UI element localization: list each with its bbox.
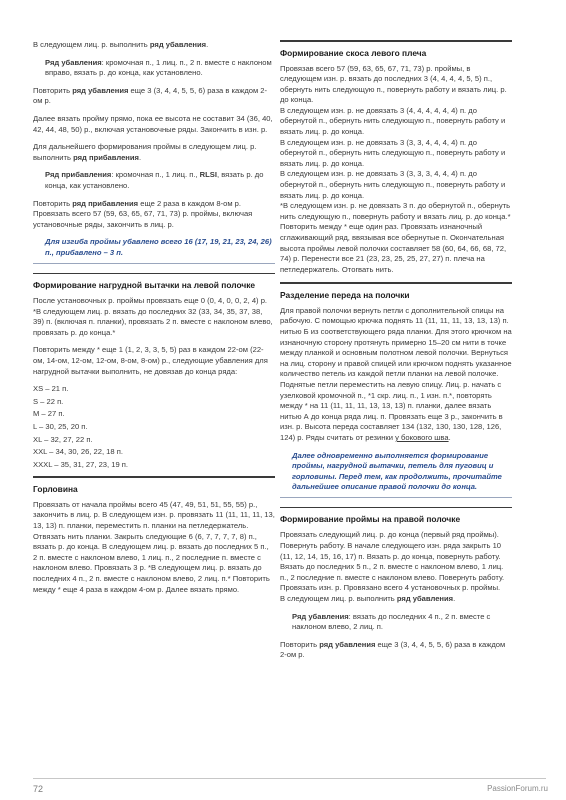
paragraph: Провязать от начала проймы всего 45 (47, 49, 51, 51, 55, 55) р., закончить в лиц. р. В следующем изн. р. провязать 11 (11, 11, 11, 13, 13, 13) п. планки, переместить п. планки на петледержатель. Отвязать нить планки. Закрыть следующие 6 (6, 7, 7, 7, 7, 8) п., вязать р. до конца. В следующем лиц. р. вязать до последних 5 п., 2 п. вместе с наклоном влево, 1 лиц. п., 2 последние п. вместе с наклоном влево. Провязать 3 р. *В следующем лиц. р. вязать до последних 4 п., 2 п. вместе с наклоном влево, 2 лиц. п.* Повторить между * еще 4 раза в каждом 4-ом р. Далее вязать прямо. <box>33 499 275 594</box>
paragraph: Повторить ряд прибавления еще 2 раза в каждом 8-ом р. Провязать всего 57 (59, 63, 65, 67, 71, 73) р. проймы, включая установочные ряды, закончить в лиц. р. <box>33 198 253 229</box>
section-divider <box>33 476 275 478</box>
section-heading-bust-dart: Формирование нагрудной вытачки на левой полочке <box>33 280 256 290</box>
size-item: M – 27 п. <box>33 409 65 419</box>
increase-row-definition: Ряд прибавления: кромочная п., 1 лиц. п., RLSI, вязать р. до конца, как установлено. <box>45 170 264 190</box>
section-divider <box>280 282 512 284</box>
paragraph: *В следующем изн. р. не довязать 3 п. до обернутой п., обернуть нить следующую п., повернуть работу и вязать лиц. р. до конца.* Повторить между * еще один раз. Провязать изнаночный сглаживающий ряд, ввязывая все обернутые п. Окончательная высота проймы левой полочки составляет 58 (60, 64, 66, 68, 72, 74) р. Перенести все 21 (23, 23, 25, 25, 27, 27) п. плеча на петледержатель. Отorвать нить. <box>280 201 511 274</box>
size-item: XXXL – 35, 31, 27, 23, 19 п. <box>33 459 129 469</box>
size-list <box>33 384 275 470</box>
paragraph: В следующем изн. р. не довязать 3 (4, 4, 4, 4, 4, 4) п. до обернутой п., обернуть нить следующую п., повернуть работу и вязать лиц. р. до конца. <box>280 105 506 137</box>
size-item: XXL – 34, 30, 26, 22, 18 п. <box>33 447 123 457</box>
size-item: L – 30, 25, 20 п. <box>33 421 88 431</box>
paragraph: В следующем изн. р. не довязать 3 (3, 3, 3, 4, 4, 4) п. до обернутой п., обернуть нить следующую п., повернуть работу и вязать лиц. р. до конца. <box>280 169 506 200</box>
paragraph: Далее вязать пройму прямо, пока ее высота не составит 34 (36, 40, 42, 44, 48, 50) р., включая установочные ряды. Закончить в изн. р. <box>33 113 273 134</box>
paragraph: После установочных р. проймы провязать еще 0 (0, 4, 0, 0, 2, 4) р. *В следующем лиц. р. вязать до последних 32 (33, 34, 35, 37, 38, 39) п. (включая п. планки), провязать 2 п. вместе с наклоном влево, провязать р. до конца.* <box>33 296 273 337</box>
paragraph: Повторить ряд убавления еще 3 (3, 4, 4, 5, 5, 6) раза в каждом 2-ом р. <box>33 85 268 106</box>
size-item: S – 22 п. <box>33 396 64 406</box>
section-divider <box>280 40 512 42</box>
paragraph: Повторить ряд убавления еще 3 (3, 4, 4, 5, 5, 6) раза в каждом 2-ом р. <box>280 639 506 660</box>
section-heading-left-shoulder: Формирование скоса левого плеча <box>280 47 427 58</box>
right-column <box>280 40 512 668</box>
paragraph: Провязав всего 57 (59, 63, 65, 67, 71, 73) р. проймы, в следующем изн. р. вязать до последних 3 (4, 4, 4, 4, 5, 5) п., обернуть нить следующую п., повернуть работу и вязать лиц. р. до конца. <box>280 63 507 105</box>
decrease-row-definition: Ряд убавления: кромочная п., 1 лиц. п., 2 п. вместе с наклоном вправо, вязать р. до конца, как установлено. <box>45 57 272 78</box>
paragraph: Для правой полочки вернуть петли с дополнительной спицы на рабочую. С помощью крючка поднять 11 (11, 11, 11, 13, 13, 13) п. нитью Б из соответствующего ряда планки. Для этого крючком на изнаночную сторону протянуть примерно 15–20 см нити в точке между планкой и основным полотном левой полочки. Вернуться на лиц. сторону и правой спицей или крючком поднять указанное количество петель из каждой петли планки на левой полочке. Поднятые петли переместить на левую спицу. Лиц. р. начать с узелковой кромочной п., *1 скр. лиц. п., 1 изн. п.*, повторять между * на 11 (11, 11, 11, 13, 13, 13) п. планки, далее вязать нитью А до конца ряда лиц. п. Провязать еще 3 р., закончить в изн. р. Высота переда составляет 134 (132, 130, 130, 128, 126, 124) р. Ряды считать от резинки у бокового шва. <box>280 305 512 442</box>
section-heading-right-armhole: Формирование проймы на правой полочке <box>280 514 461 525</box>
size-item: XS – 21 п. <box>33 384 69 394</box>
decrease-row-definition: Ряд убавления: вязать до последних 4 п., 2 п. вместе с наклоном влево, 2 лиц. п. <box>292 611 491 632</box>
section-divider <box>280 507 512 509</box>
section-heading-front-separation: Разделение переда на полочки <box>280 289 410 300</box>
size-item: XL – 32, 27, 22 п. <box>33 434 93 444</box>
paragraph: Провязать следующий лиц. р. до конца (первый ряд проймы). Повернуть работу. В начале следующего изн. ряда закрыть 10 (11, 12, 14, 15, 16, 17) п. Вязать р. до конца, повернуть работу. Вязать до последних 5 п., 2 п. вместе с наклоном влево, 1 лиц. п., 2 последние п. вместе с наклоном влево. Повернуть работу. Провязать изн. р. Провязано всего 4 установочных р. проймы. <box>280 530 505 593</box>
watermark: PassionForum.ru <box>487 784 548 793</box>
section-divider <box>33 273 275 275</box>
armhole-summary-note: Для изгиба проймы убавлено всего 16 (17, 19, 21, 23, 24, 26) п., прибавлено – 3 п. <box>33 237 275 263</box>
page-number: 72 <box>33 784 44 794</box>
paragraph: Повторить между * еще 1 (1, 2, 3, 3, 5, 5) раз в каждом 22-ом (22-ом, 14-ом, 12-ом, 12-ом, 8-ом, 8-ом) р., следующие убавления для нагрудной вытачки выполнить, не довязав до конца ряда: <box>33 345 268 376</box>
paragraph: В следующем лиц. р. выполнить ряд убавления. <box>33 40 209 49</box>
paragraph: Для дальнейшего формирования проймы в следующем лиц. р. выполнить ряд прибавления. <box>33 142 257 162</box>
simultaneous-shaping-note: Далее одновременно выполняется формирование проймы, нагрудной вытачки, петель для пуговиц и горловины. Перед тем, как продолжить, прочитайте дальнейшее описание правой полочки до конца. <box>280 451 512 498</box>
section-heading-neckline: Горловина <box>33 483 78 494</box>
footer-divider <box>33 778 546 779</box>
paragraph: В следующем лиц. р. выполнить ряд убавления. <box>280 594 456 604</box>
page-footer <box>0 778 566 800</box>
paragraph: В следующем изн. р. не довязать 3 (3, 3, 4, 4, 4, 4) п. до обернутой п., обернуть нить следующую п., повернуть работу и вязать лиц. р. до конца. <box>280 137 506 168</box>
left-column <box>33 40 275 602</box>
